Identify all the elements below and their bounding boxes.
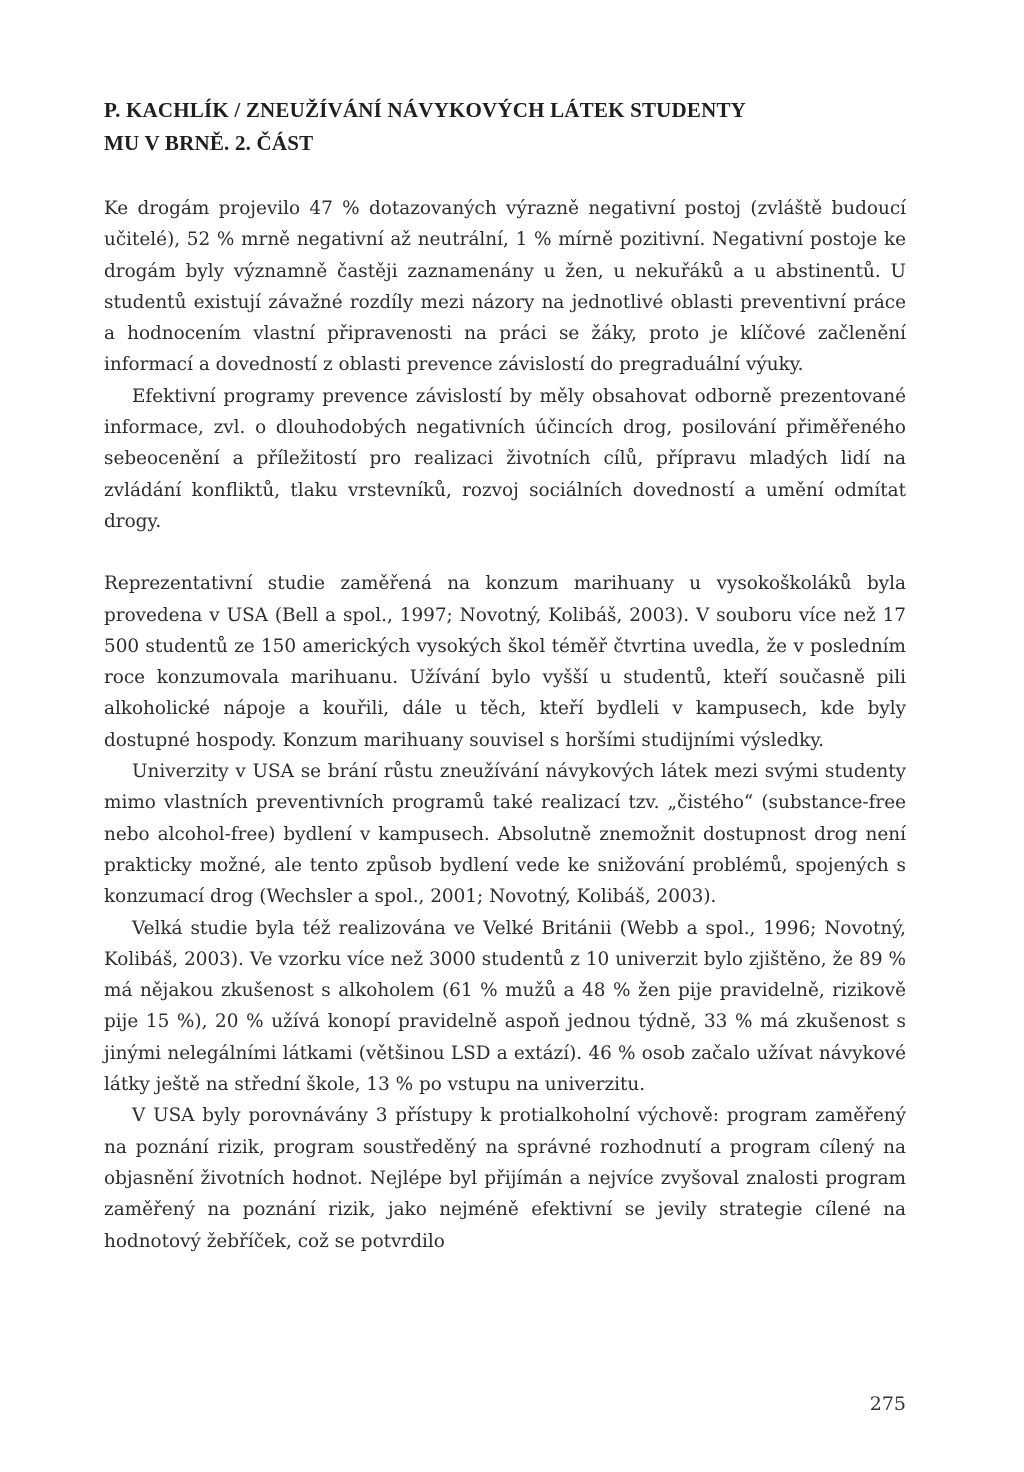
paragraph-5: Velká studie byla též realizována ve Velké Británii (Webb a spol., 1996; Novotný, Kolibáš, 2003). Ve vzorku více než 3000 studentů z 10 univerzit bylo zjištěno, že 89 % má nějakou zkušenost s alkoholem (61 % mužů a 48 % žen pije pravidelně, rizikově pije 15 %), 20 % užívá konopí pravidelně aspoň jednou týdně, 33 % má zkušenost s jinými nelegálními látkami (většinou LSD a extází). 46 % osob začalo užívat návykové látky ještě na střední škole, 13 % po vstupu na univerzitu. — [104, 917, 906, 1096]
page-number: 275 — [869, 1393, 906, 1415]
paragraph-3: Reprezentativní studie zaměřená na konzum marihuany u vysokoškoláků byla provedena v USA (Bell a spol., 1997; Novotný, Kolibáš, 2003). V souboru více než 17 500 studentů ze 150 amerických vysokých škol téměř čtvrtina uvedla, že v posledním roce konzumovala marihuanu. Užívání bylo vyšší u studentů, kteří současně pili alkoholické nápoje a kouřili, dále u těch, kteří bydleli v kampusech, kde byly dostupné hospody. Konzum marihuany souvisel s horšími studijními výsledky. — [104, 573, 906, 751]
running-header — [104, 94, 924, 160]
header-line-2: MU V BRNĚ. 2. ČÁST — [104, 131, 314, 155]
paragraph-2: Efektivní programy prevence závislostí by měly obsahovat odborně prezentované informace, zvl. o dlouhodobých negativních účincích drog, posilování přiměřeného sebeocenění a příležitostí pro realizaci životních cílů, přípravu mladých lidí na zvládání konfliktů, tlaku vrstevníků, rozvoj sociálních dovedností a umění odmítat drogy. — [104, 385, 906, 532]
paragraph-4: Univerzity v USA se brání růstu zneužívání návykových látek mezi svými studenty mimo vlastních preventivních programů také realizací tzv. „čistého“ (substance-free nebo alcohol-free) bydlení v kampusech. Absolutně znemožnit dostupnost drog není prakticky možné, ale tento způsob bydlení vede ke snižování problémů, spojených s konzumací drog (Wechsler a spol., 2001; Novotný, Kolibáš, 2003). — [104, 761, 906, 908]
paragraph-6: V USA byly porovnávány 3 přístupy k protialkoholní výchově: program zaměřený na poznání rizik, program soustředěný na správné rozhodnutí a program cílený na objasnění životních hodnot. Nejlépe byl přijímán a nejvíce zvyšoval znalosti program zaměřený na poznání rizik, jako nejméně efektivní se jevily strategie cílené na hodnotový žebříček, což se potvrdilo — [104, 1105, 906, 1252]
body-text — [104, 193, 906, 1257]
header-line-1: P. KACHLÍK / ZNEUŽÍVÁNÍ NÁVYKOVÝCH LÁTEK STUDENTY — [104, 98, 747, 122]
paragraph-1: Ke drogám projevilo 47 % dotazovaných výrazně negativní postoj (zvláště budoucí učitelé), 52 % mrně negativní až neutrální, 1 % mírně pozitivní. Negativní postoje ke drogám byly významně častěji zaznamenány u žen, u nekuřáků a u abstinentů. U studentů existují závažné rozdíly mezi názory na jednotlivé oblasti preventivní práce a hodnocením vlastní připravenosti na práci se žáky, proto je klíčové začlenění informací a dovedností z oblasti prevence závislostí do pregraduální výuky. — [104, 198, 906, 376]
